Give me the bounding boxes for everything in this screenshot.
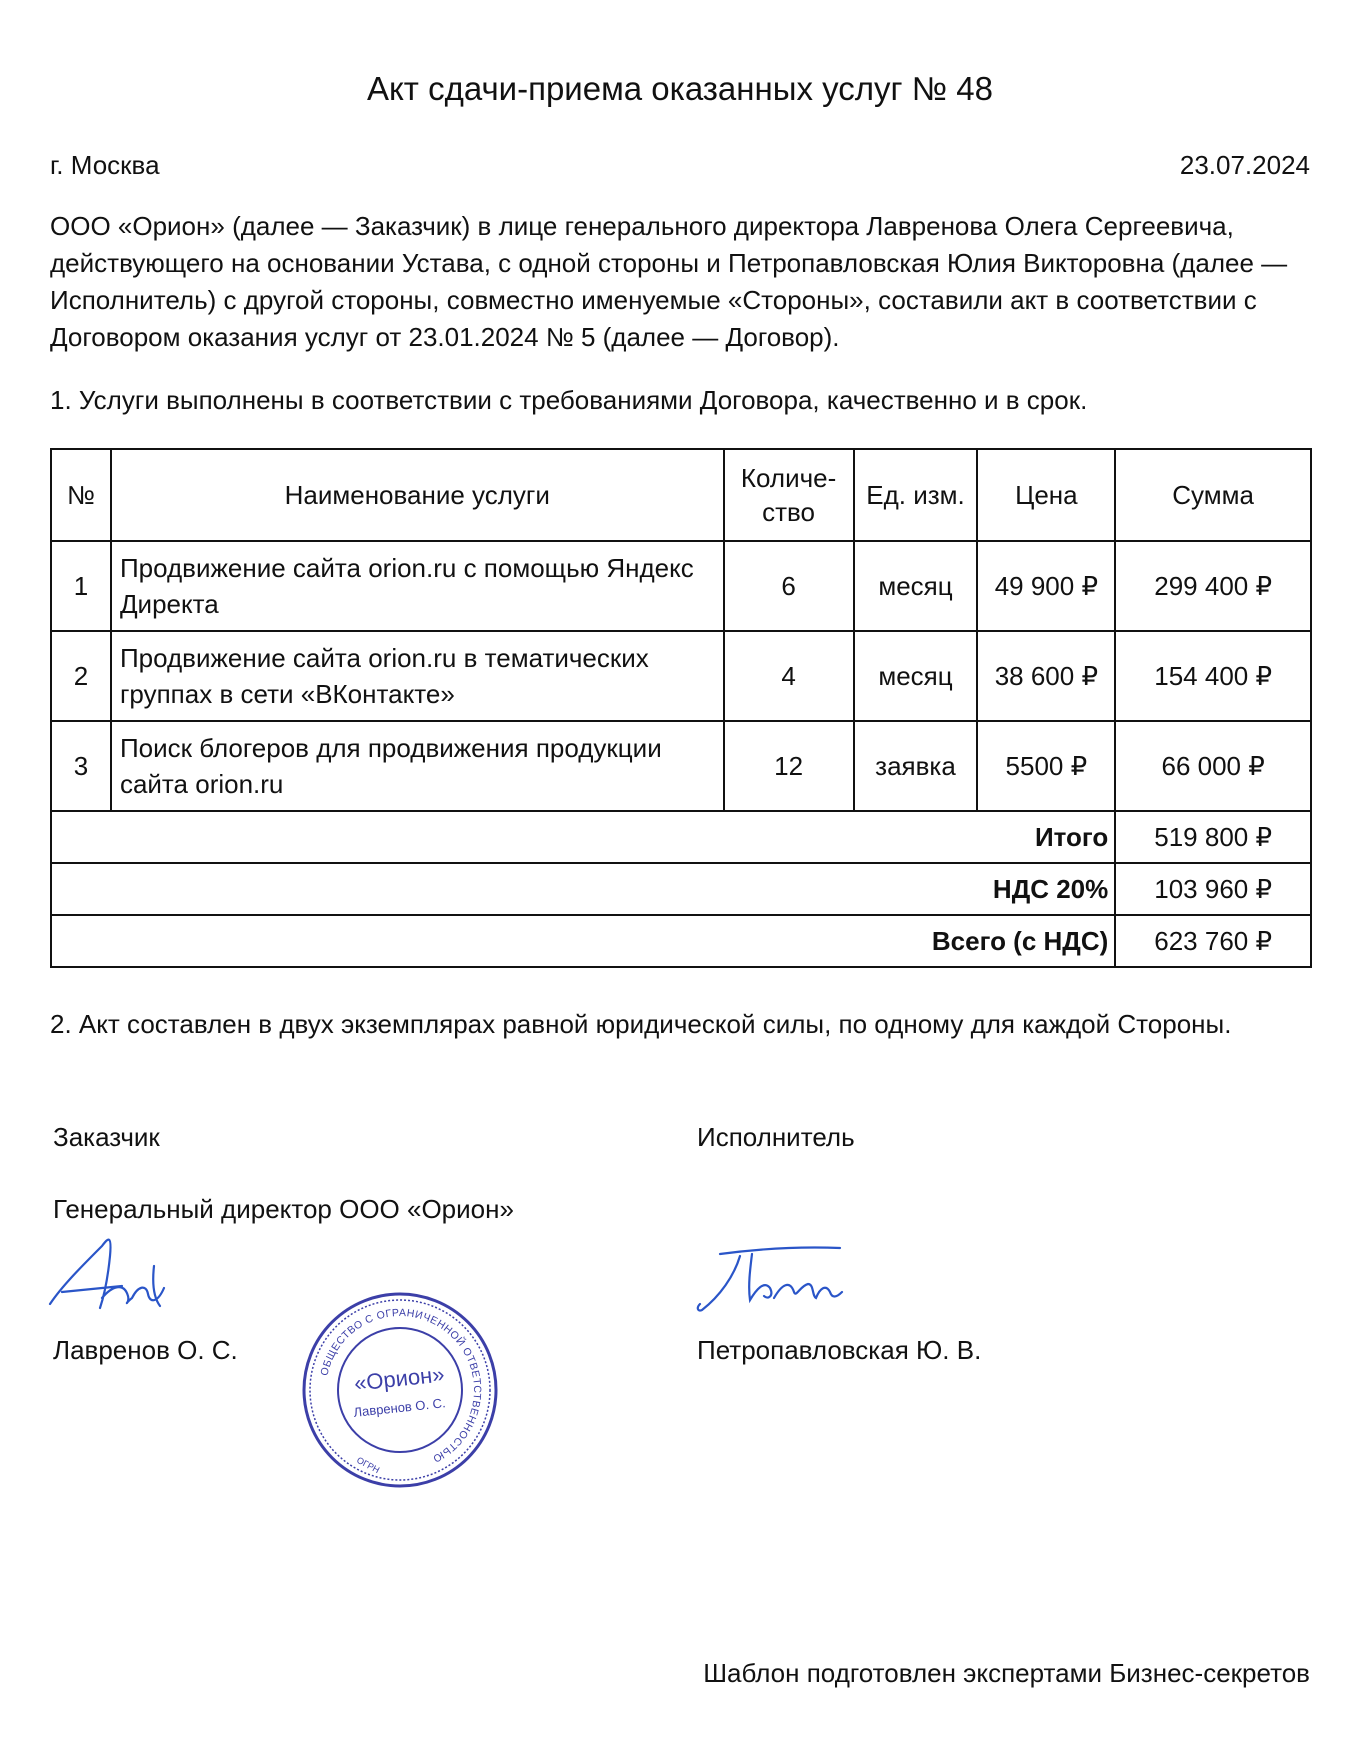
stamp-company: «Орион»: [352, 1361, 446, 1396]
customer-name: Лавренов О. С.: [53, 1335, 238, 1365]
clause-2: 2. Акт составлен в двух экземплярах равной юридической силы, по одному для каждой Стороны.: [50, 1009, 1232, 1039]
row-qty: 4: [724, 631, 854, 721]
row-price: 49 900 ₽: [977, 541, 1115, 631]
table-row: [51, 631, 1311, 721]
row-unit: месяц: [854, 541, 978, 631]
document-city: г. Москва: [50, 150, 160, 180]
header-sum: Сумма: [1115, 449, 1311, 541]
row-unit: заявка: [854, 721, 978, 811]
customer-label: Заказчик: [53, 1122, 160, 1152]
total-row: [51, 811, 1311, 863]
grand-total-value: 623 760 ₽: [1115, 915, 1311, 967]
stamp-person: Лавренов О. С.: [352, 1395, 447, 1420]
document-date: 23.07.2024: [1179, 150, 1310, 180]
grand-total-row: [51, 915, 1311, 967]
executor-signature-icon: [690, 1240, 850, 1320]
row-name: Поиск блогеров для продвижения продукции сайта orion.ru: [111, 721, 724, 811]
total-value: 519 800 ₽: [1115, 811, 1311, 863]
header-qty-line1: Количе-: [740, 463, 837, 493]
row-price: 5500 ₽: [977, 721, 1115, 811]
footer-note: Шаблон подготовлен экспертами Бизнес-секретов: [703, 1658, 1310, 1688]
table-row: [51, 721, 1311, 811]
document-title: Акт сдачи-приема оказанных услуг № 48: [366, 70, 993, 107]
company-stamp-icon: [300, 1290, 500, 1490]
row-name: Продвижение сайта orion.ru с помощью Яндекс Директа: [111, 541, 724, 631]
header-unit: Ед. изм.: [854, 449, 978, 541]
vat-row: [51, 863, 1311, 915]
executor-name: Петропавловская Ю. В.: [697, 1335, 982, 1365]
row-sum: 299 400 ₽: [1115, 541, 1311, 631]
row-price: 38 600 ₽: [977, 631, 1115, 721]
row-name: Продвижение сайта orion.ru в тематических группах в сети «ВКонтакте»: [111, 631, 724, 721]
row-sum: 154 400 ₽: [1115, 631, 1311, 721]
customer-signature-icon: [42, 1226, 182, 1326]
header-qty-line2: ство: [762, 497, 816, 527]
services-table: [50, 448, 1312, 968]
customer-role: Генеральный директор ООО «Орион»: [53, 1194, 514, 1224]
header-num: №: [51, 449, 111, 541]
stamp-bottom-text: ОГРН: [355, 1454, 382, 1476]
executor-label: Исполнитель: [697, 1122, 855, 1152]
row-qty: 12: [724, 721, 854, 811]
row-sum: 66 000 ₽: [1115, 721, 1311, 811]
row-num: 1: [51, 541, 111, 631]
table-header-row: [51, 449, 1311, 541]
vat-value: 103 960 ₽: [1115, 863, 1311, 915]
vat-label: НДС 20%: [51, 863, 1115, 915]
row-num: 3: [51, 721, 111, 811]
header-qty: [724, 449, 854, 541]
grand-total-label: Всего (с НДС): [51, 915, 1115, 967]
header-price: Цена: [977, 449, 1115, 541]
row-unit: месяц: [854, 631, 978, 721]
preamble-paragraph: ООО «Орион» (далее — Заказчик) в лице генерального директора Лавренова Олега Сергеевича, действующего на основании Устава, с одной стороны и Петропавловская Юлия Викторовна (далее — Исполнитель) с другой стороны, совместно именуемые «Стороны», составили акт в соответствии с Договором оказания услуг от 23.01.2024 № 5 (далее — Договор).: [50, 211, 1288, 352]
row-qty: 6: [724, 541, 854, 631]
stamp-ring-text: ОБЩЕСТВО С ОГРАНИЧЕННОЙ ОТВЕТСТВЕННОСТЬЮ: [318, 1306, 484, 1465]
table-row: [51, 541, 1311, 631]
header-name: Наименование услуги: [111, 449, 724, 541]
total-label: Итого: [51, 811, 1115, 863]
clause-1: 1. Услуги выполнены в соответствии с требованиями Договора, качественно и в срок.: [50, 385, 1088, 415]
row-num: 2: [51, 631, 111, 721]
